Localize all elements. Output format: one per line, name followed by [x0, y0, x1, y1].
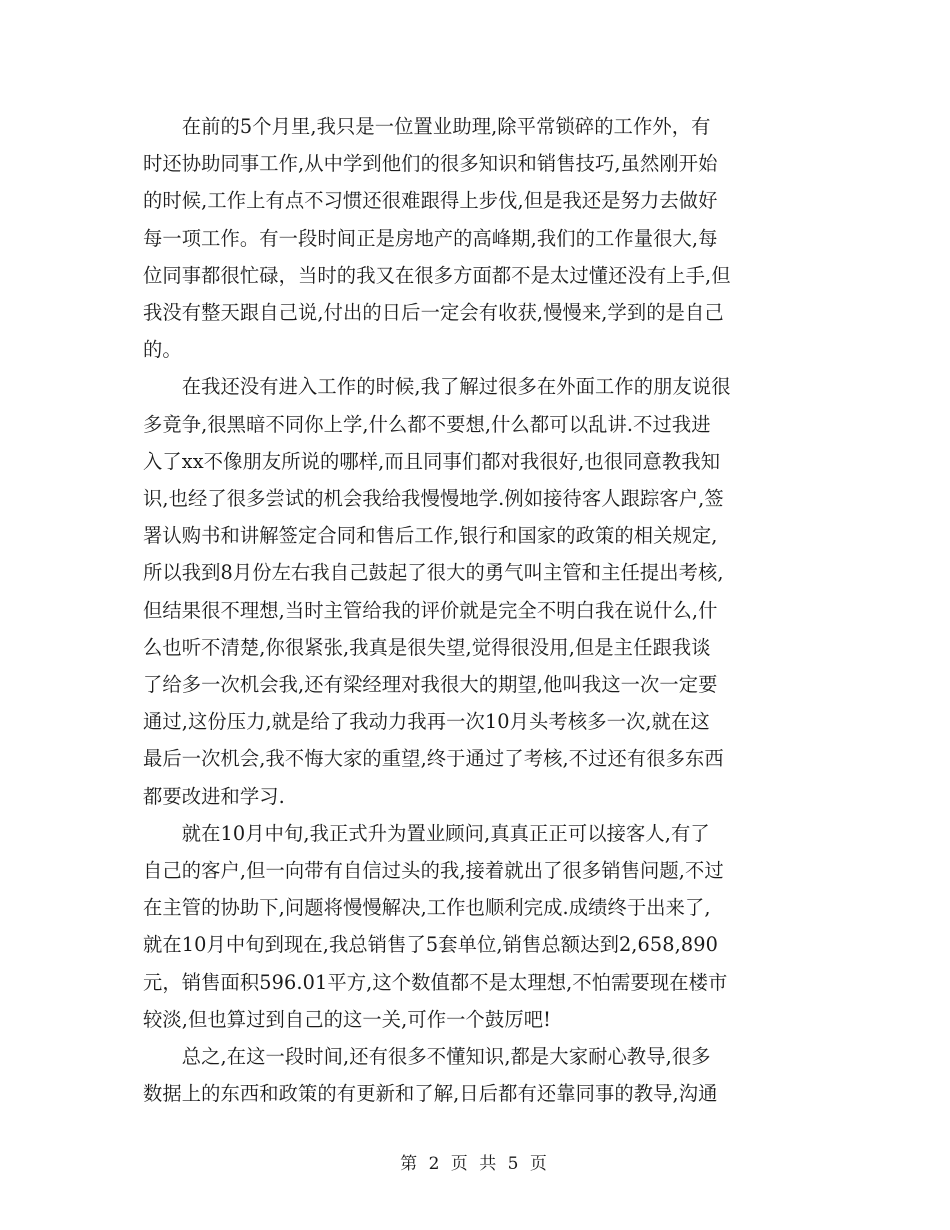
text-line: 在主管的协助下,问题将慢慢解决,工作也顺利完成.成绩终于出来了,	[143, 896, 711, 920]
text-line: 自己的客户,但一向带有自信过头的我,接着就出了很多销售问题,不过	[143, 859, 724, 883]
text-line: 元，销售面积596.01平方,这个数值都不是太理想,不怕需要现在楼市	[143, 970, 728, 994]
paragraph	[143, 108, 805, 368]
text-line: 所以我到8月份左右我自己鼓起了很大的勇气叫主管和主任提出考核,	[143, 561, 724, 585]
text-line: 在前的5个月里,我只是一位置业助理,除平常锁碎的工作外，有	[143, 115, 711, 138]
text-line: 入了xx不像朋友所说的哪样,而且同事们都对我很好,也很同意教我知	[143, 449, 721, 473]
text-line: 时还协助同事工作,从中学到他们的很多知识和销售技巧,虽然刚开始	[143, 152, 718, 176]
text-line: 都要改进和学习.	[143, 784, 285, 808]
text-line: 就在10月中旬,我正式升为置业顾问,真真正正可以接客人,有了	[143, 821, 710, 845]
text-line: 通过,这份压力,就是给了我动力我再一次10月头考核多一次,就在这	[143, 710, 710, 734]
paragraph	[143, 368, 805, 814]
document-body	[143, 108, 805, 1112]
paragraph	[143, 1038, 805, 1112]
text-line: 的。	[143, 338, 182, 362]
text-line: 的时候,工作上有点不习惯还很难跟得上步伐,但是我还是努力去做好	[143, 189, 718, 213]
text-line: 每一项工作。有一段时间正是房地产的高峰期,我们的工作量很大,每	[143, 226, 718, 250]
text-line: 在我还没有进入工作的时候,我了解过很多在外面工作的朋友说很	[143, 375, 731, 399]
text-line: 识,也经了很多尝试的机会我给我慢慢地学.例如接待客人跟踪客户,签	[143, 487, 724, 511]
text-line: 了给多一次机会我,还有梁经理对我很大的期望,他叫我这一次一定要	[143, 673, 718, 697]
page-footer: 第 2 页 共 5 页	[400, 1154, 550, 1174]
text-line: 我没有整天跟自己说,付出的日后一定会有收获,慢慢来,学到的是自己	[143, 301, 724, 325]
text-line: 多竟争,很黑暗不同你上学,什么都不要想,什么都可以乱讲.不过我进	[143, 412, 711, 436]
text-line: 就在10月中旬到现在,我总销售了5套单位,销售总额达到2,658,890	[143, 933, 718, 957]
text-line: 最后一次机会,我不悔大家的重望,终于通过了考核,不过还有很多东西	[143, 747, 724, 771]
text-line: 但结果很不理想,当时主管给我的评价就是完全不明白我在说什么,什	[143, 598, 718, 622]
text-line: 较淡,但也算过到自己的这一关,可作一个鼓厉吧!	[143, 1007, 551, 1031]
text-line: 数据上的东西和政策的有更新和了解,日后都有还靠同事的教导,沟通	[143, 1082, 718, 1106]
paragraph	[143, 815, 805, 1038]
text-line: 么也听不清楚,你很紧张,我真是很失望,觉得很没用,但是主任跟我谈	[143, 635, 711, 659]
text-line: 总之,在这一段时间,还有很多不懂知识,都是大家耐心教导,很多	[143, 1045, 711, 1069]
text-line: 位同事都很忙碌，当时的我又在很多方面都不是太过懂还没有上手,但	[143, 263, 731, 287]
text-line: 署认购书和讲解签定合同和售后工作,银行和国家的政策的相关规定,	[143, 524, 718, 548]
